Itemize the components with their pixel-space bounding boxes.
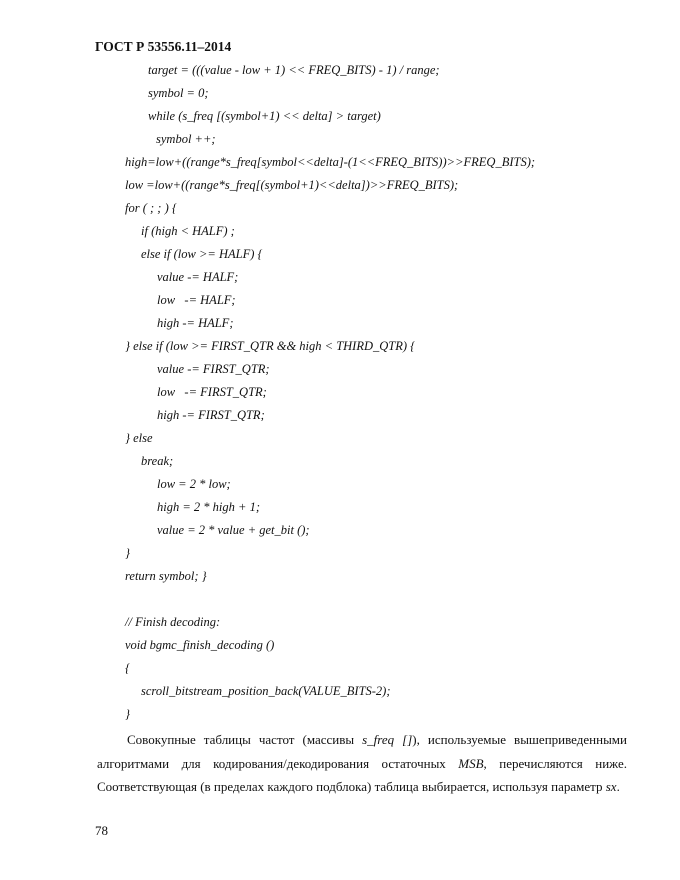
code-line: else if (low >= HALF) { xyxy=(141,247,263,261)
code-line: { xyxy=(125,661,130,675)
code-line: value -= HALF; xyxy=(157,270,239,284)
page-number: 78 xyxy=(95,823,108,838)
term-msb: MSB xyxy=(458,755,484,771)
body-paragraph: Совокупные таблицы частот (массивы s_freq []), используемые вышеприведенными алгоритмами для кодирования/декодирования остаточных MSB, перечисляются ниже. Соответствующая (в пределах каждого подблока) таблица выбирается, используя параметр sx. xyxy=(97,732,627,794)
code-line: value = 2 * value + get_bit (); xyxy=(157,523,310,537)
code-line: high -= HALF; xyxy=(157,316,234,330)
code-line: void bgmc_finish_decoding () xyxy=(125,638,275,652)
code-line: low -= FIRST_QTR; xyxy=(157,385,267,399)
code-line: } xyxy=(125,707,130,721)
code-comment: // Finish decoding: xyxy=(125,615,221,629)
code-line: } xyxy=(125,546,130,560)
code-line: high = 2 * high + 1; xyxy=(157,500,260,514)
document-header: ГОСТ Р 53556.11–2014 xyxy=(95,39,232,54)
code-line: low =low+((range*s_freq[(symbol+1)<<delta])>>FREQ_BITS); xyxy=(125,178,459,192)
code-line: } else if (low >= FIRST_QTR && high < THIRD_QTR) { xyxy=(125,339,416,353)
code-line: symbol ++; xyxy=(156,132,216,146)
code-line: low -= HALF; xyxy=(157,293,236,307)
code-line: high=low+((range*s_freq[symbol<<delta]-(1<<FREQ_BITS))>>FREQ_BITS); xyxy=(125,155,536,169)
term-sx: sx xyxy=(605,779,617,794)
code-line: symbol = 0; xyxy=(148,86,209,100)
code-line: while (s_freq [(symbol+1) << delta] > target) xyxy=(148,109,381,123)
code-line: scroll_bitstream_position_back(VALUE_BITS-2); xyxy=(141,684,391,698)
code-line: low = 2 * low; xyxy=(157,477,231,491)
code-line: break; xyxy=(141,454,174,468)
code-line: target = (((value - low + 1) << FREQ_BITS) - 1) / range; xyxy=(148,63,440,77)
code-line: } else xyxy=(125,431,153,445)
code-line: return symbol; } xyxy=(125,569,207,583)
code-line: if (high < HALF) ; xyxy=(141,224,235,238)
term-s-freq: s_freq [] xyxy=(362,732,413,747)
code-line: for ( ; ; ) { xyxy=(125,201,177,215)
code-line: value -= FIRST_QTR; xyxy=(157,362,270,376)
code-line: high -= FIRST_QTR; xyxy=(157,408,265,422)
